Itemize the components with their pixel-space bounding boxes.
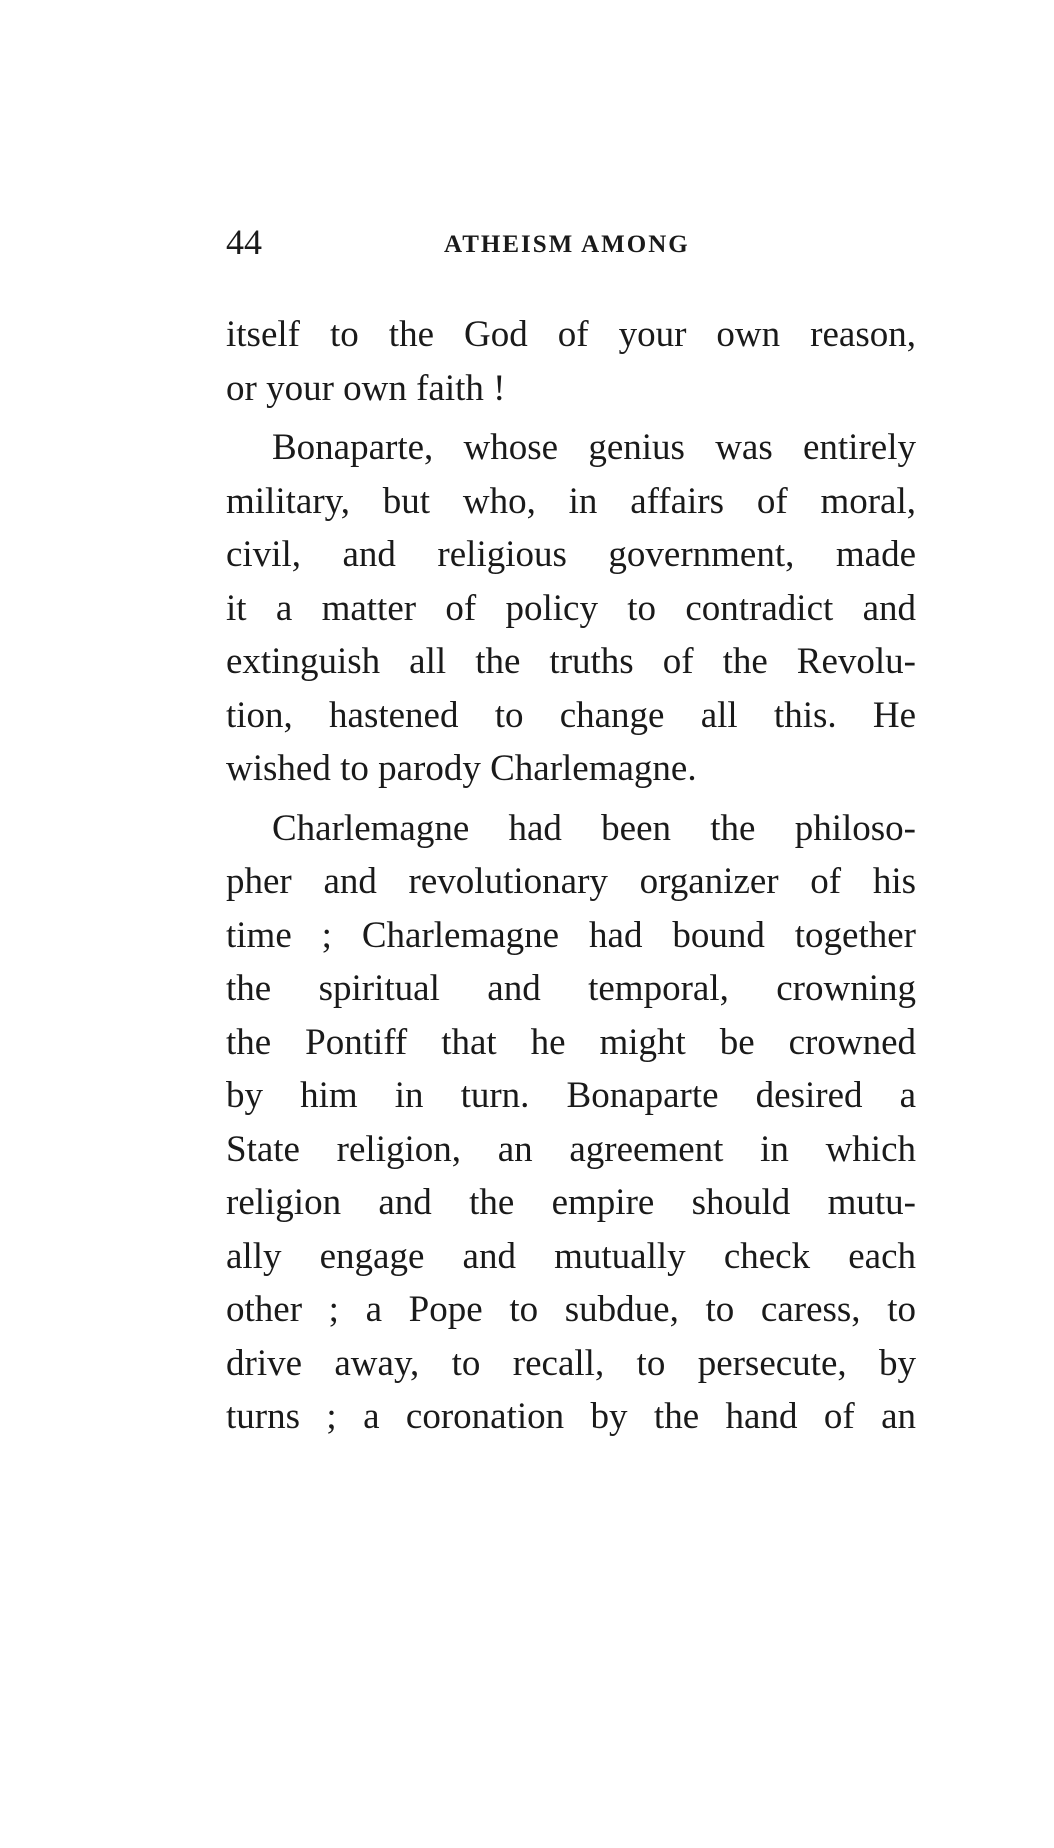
page-header bbox=[226, 222, 916, 266]
text-line: Bonaparte, whose genius was entirely bbox=[272, 427, 916, 468]
text-line: extinguish all the truths of the Revolu- bbox=[226, 641, 916, 682]
text-line: pher and revolutionary organizer of his bbox=[226, 861, 916, 902]
text-line: other ; a Pope to subdue, to caress, to bbox=[226, 1289, 916, 1330]
text-line: tion, hastened to change all this. He bbox=[226, 694, 916, 736]
text-line: it a matter of policy to contradict and bbox=[226, 587, 916, 629]
text-line: the spiritual and temporal, crowning bbox=[226, 968, 916, 1009]
text-line: religion and the empire should mutu- bbox=[226, 1182, 916, 1223]
text-line: wished to parody Charlemagne. bbox=[226, 748, 697, 789]
text-line: ally engage and mutually check each bbox=[226, 1235, 916, 1277]
text-line: military, but who, in affairs of moral, bbox=[226, 480, 916, 522]
text-line: civil, and religious government, made bbox=[226, 534, 916, 575]
text-line: State religion, an agreement in which bbox=[226, 1128, 916, 1170]
body-text bbox=[226, 308, 916, 1444]
text-line: Charlemagne had been the philoso- bbox=[272, 807, 916, 849]
text-line: the Pontiff that he might be crowned bbox=[226, 1021, 916, 1063]
page-number: 44 bbox=[226, 222, 262, 262]
text-line: or your own faith ! bbox=[226, 367, 506, 409]
text-line: turns ; a coronation by the hand of an bbox=[226, 1396, 916, 1437]
text-line: by him in turn. Bonaparte desired a bbox=[226, 1075, 916, 1116]
text-line: time ; Charlemagne had bound together bbox=[226, 914, 916, 956]
running-head: ATHEISM AMONG bbox=[444, 231, 690, 258]
text-line: itself to the God of your own reason, bbox=[226, 314, 916, 355]
text-line: drive away, to recall, to persecute, by bbox=[226, 1342, 916, 1384]
